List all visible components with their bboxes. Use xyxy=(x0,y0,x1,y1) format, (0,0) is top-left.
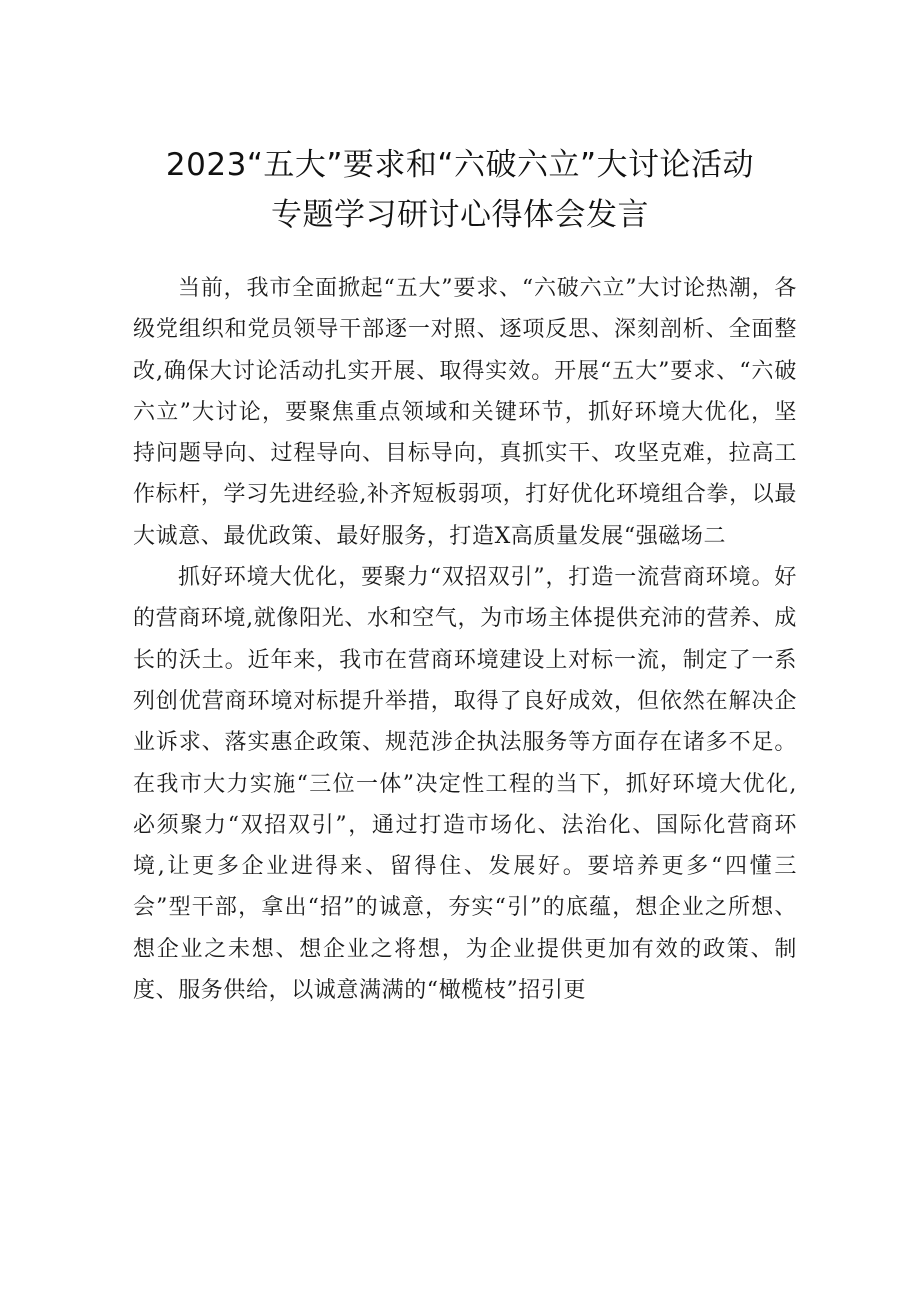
document-title-line2: 专题学习研讨心得体会发言 xyxy=(271,197,649,233)
document-body xyxy=(133,268,797,1011)
paragraph-1: 当前，我市全面掀起“五大”要求、“六破六立”大讨论热潮，各级党组织和党员领导干部逐一对照、逐项反思、深刻剖析、全面整改,确保大讨论活动扎实开展、取得实效。开展“五大”要求、“六破六立”大讨论，要聚焦重点领域和关键环节，抓好环境大优化，坚持问题导向、过程导向、目标导向，真抓实干、攻坚克难，拉高工作标杆，学习先进经验,补齐短板弱项，打好优化环境组合拳，以最大诚意、最优政策、最好服务，打造X高质量发展“强磁场二 xyxy=(133,276,797,549)
document-title-line1: 2023“五大”要求和“六破六立”大讨论活动 xyxy=(165,147,755,183)
paragraph-2: 抓好环境大优化，要聚力“双招双引”，打造一流营商环境。好的营商环境,就像阳光、水和空气，为市场主体提供充沛的营养、成长的沃土。近年来，我市在营商环境建设上对标一流，制定了一系列创优营商环境对标提升举措，取得了良好成效，但依然在解决企业诉求、落实惠企政策、规范涉企执法服务等方面存在诸多不足。在我市大力实施“三位一体”决定性工程的当下，抓好环境大优化,必须聚力“双招双引”，通过打造市场化、法治化、国际化营商环境,让更多企业进得来、留得住、发展好。要培养更多“四懂三会”型干部，拿出“招”的诚意，夯实“引”的底蕴，想企业之所想、想企业之未想、想企业之将想，为企业提供更加有效的政策、制度、服务供给，以诚意满满的“橄榄枝”招引更 xyxy=(133,565,797,1004)
